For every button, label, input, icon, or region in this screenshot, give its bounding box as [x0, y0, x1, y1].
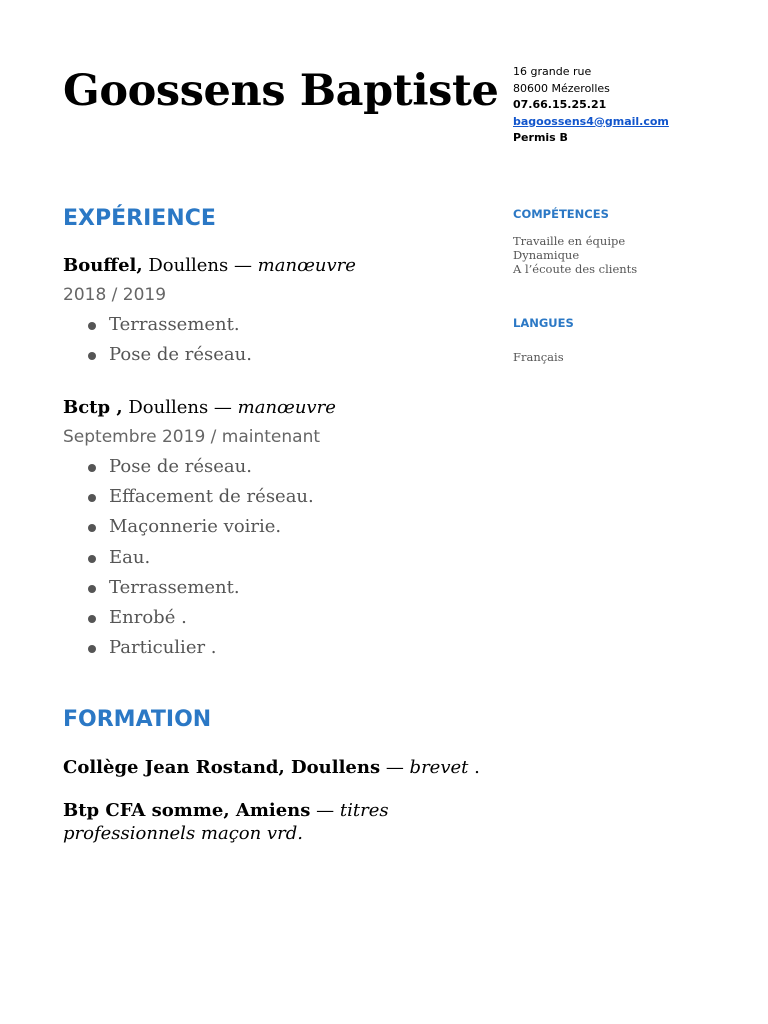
experience-section-title: EXPÉRIENCE: [63, 206, 216, 231]
bullet-icon: [88, 615, 96, 623]
driving-license: Permis B: [513, 131, 568, 144]
diploma: titres professionnels maçon vrd.: [63, 800, 389, 844]
email-link[interactable]: bagoossens4@gmail.com: [513, 114, 669, 128]
languages-list: [513, 350, 564, 364]
formation-separator: —: [380, 757, 410, 778]
bullet-icon: [88, 352, 96, 360]
job-location: Doullens —: [142, 255, 258, 276]
candidate-name: Goossens Baptiste: [63, 66, 499, 116]
languages-section-title: LANGUES: [513, 316, 574, 330]
job-role: manœuvre: [257, 255, 356, 276]
school-name: Btp CFA somme, Amiens: [63, 800, 311, 821]
address-line-2: 80600 Mézerolles: [513, 81, 610, 95]
task-item: Eau.: [63, 543, 483, 573]
skill-item: Travaille en équipe: [513, 234, 626, 248]
task-item: Maçonnerie voirie.: [63, 512, 483, 542]
job-company: Bouffel,: [63, 255, 143, 276]
formation-section-title: FORMATION: [63, 707, 212, 732]
formation-tail: .: [468, 757, 480, 778]
skill-item: Dynamique: [513, 248, 580, 262]
bullet-icon: [88, 585, 96, 593]
job-company: Bctp ,: [63, 397, 123, 418]
contact-block: [513, 64, 669, 147]
bullet-icon: [88, 322, 96, 330]
task-item: Pose de réseau.: [63, 452, 483, 482]
task-item: Enrobé .: [63, 603, 483, 633]
task-list: [63, 452, 483, 663]
task-list: [63, 310, 483, 370]
experience-item: [63, 252, 483, 370]
school-name: Collège Jean Rostand, Doullens: [63, 757, 381, 778]
task-item: Terrassement.: [63, 310, 483, 340]
job-dates: Septembre 2019 / maintenant: [63, 427, 321, 447]
task-item: Terrassement.: [63, 573, 483, 603]
phone-number: 07.66.15.25.21: [513, 98, 607, 111]
address-line-1: 16 grande rue: [513, 65, 592, 78]
bullet-icon: [88, 645, 96, 653]
experience-item: [63, 394, 483, 663]
job-location: Doullens —: [122, 397, 238, 418]
bullet-icon: [88, 524, 96, 532]
bullet-icon: [88, 494, 96, 502]
formation-item: [63, 756, 483, 779]
job-role: manœuvre: [237, 397, 336, 418]
job-heading: [63, 394, 483, 422]
task-item: Particulier .: [63, 633, 483, 663]
task-item: Pose de réseau.: [63, 340, 483, 370]
job-heading: [63, 252, 483, 280]
task-item: Effacement de réseau.: [63, 482, 483, 512]
bullet-icon: [88, 464, 96, 472]
language-item: Français: [513, 350, 564, 364]
skills-list: [513, 234, 637, 276]
skills-section-title: COMPÉTENCES: [513, 207, 609, 221]
job-dates: 2018 / 2019: [63, 285, 167, 305]
formation-item: [63, 799, 393, 845]
diploma: brevet: [409, 757, 469, 778]
formation-separator: —: [310, 800, 340, 821]
bullet-icon: [88, 555, 96, 563]
skill-item: A l’écoute des clients: [513, 262, 638, 276]
